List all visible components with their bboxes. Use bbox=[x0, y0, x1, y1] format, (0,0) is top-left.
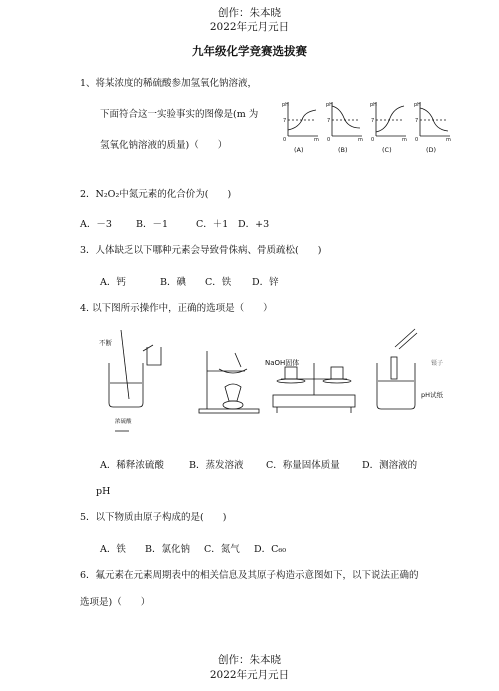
graph-d-xlabel: m bbox=[446, 137, 451, 143]
graph-a bbox=[288, 102, 318, 136]
graph-c bbox=[376, 102, 406, 136]
q6-line1: 6．氟元素在元素周期表中的相关信息及其原子构造示意图如下，以下说法正确的 bbox=[80, 570, 419, 581]
graph-d-ylabel: pH bbox=[414, 102, 421, 108]
footer-author: 创作：朱本晓 bbox=[218, 654, 281, 666]
q3-option-c: C．铁 bbox=[205, 277, 232, 288]
header-date: 2022年元月元日 bbox=[209, 21, 290, 33]
q5-option-d: D．C₆₀ bbox=[254, 544, 287, 555]
q1-line3: 氢氧化钠溶液的质量)（ ） bbox=[100, 140, 228, 151]
q5-option-c: C．氮气 bbox=[204, 544, 240, 555]
graph-b-tick7: 7 bbox=[327, 118, 331, 124]
fig-c-label: NaOH固体 bbox=[265, 359, 300, 367]
q1-graphs bbox=[280, 98, 460, 158]
fig-b-stand bbox=[199, 351, 259, 413]
q4-option-d-continued: pH bbox=[96, 486, 111, 497]
footer-date: 2022年元月元日 bbox=[209, 669, 290, 681]
q4-stem: 4. 以下图所示操作中，正确的选项是（ ） bbox=[80, 303, 273, 314]
graph-b bbox=[332, 102, 362, 136]
graph-a-xlabel: m bbox=[314, 137, 319, 143]
fig-d-paper-label: pH试纸 bbox=[421, 391, 444, 399]
q3-option-a: A．钙 bbox=[100, 277, 126, 288]
graph-c-tick7: 7 bbox=[371, 118, 375, 124]
graph-a-ylabel: pH bbox=[282, 102, 289, 108]
fig-c-balance bbox=[273, 363, 355, 413]
page-title: 九年级化学竞赛选拔赛 bbox=[192, 44, 307, 58]
q4-figures bbox=[95, 325, 475, 445]
graph-d-label: (D) bbox=[426, 146, 437, 154]
fig-a-bottom-label: 浓硫酸 bbox=[115, 419, 132, 425]
q2-stem: 2．N₂O₂中氮元素的化合价为( ) bbox=[80, 189, 232, 200]
q1-line1: 1、将某浓度的稀硫酸参加氢氧化钠溶液， bbox=[80, 78, 258, 89]
q4-option-c: C．称量固体质量 bbox=[266, 460, 340, 471]
q5-option-b: B．氯化钠 bbox=[145, 544, 190, 555]
graph-b-label: (B) bbox=[338, 146, 348, 154]
q3-stem: 3．人体缺乏以下哪种元素会导致骨侏病、骨质疏松( ) bbox=[80, 245, 322, 256]
fig-d-beaker bbox=[377, 329, 417, 409]
graph-d-tick7: 7 bbox=[415, 118, 419, 124]
graph-b-ylabel: pH bbox=[326, 102, 333, 108]
graph-a-label: (A) bbox=[294, 146, 304, 154]
graph-d bbox=[420, 102, 450, 136]
graph-b-xlabel: m bbox=[358, 137, 363, 143]
graph-b-origin: 0 bbox=[327, 137, 331, 143]
q3-option-d: D．锌 bbox=[252, 277, 279, 288]
q4-option-a: A．稀释浓硫酸 bbox=[100, 460, 164, 471]
fig-d-tweezer-label: 镊子 bbox=[431, 360, 444, 367]
q3-option-b: B．碘 bbox=[160, 277, 186, 288]
graph-c-origin: 0 bbox=[371, 137, 375, 143]
q2-option-c: C．＋1 bbox=[196, 219, 229, 230]
q5-option-a: A．铁 bbox=[100, 544, 126, 555]
q6-line2: 选项是)（ ） bbox=[80, 597, 151, 608]
fig-a-label: 不断 bbox=[99, 339, 112, 347]
q2-option-a: A．－3 bbox=[80, 219, 112, 230]
graph-c-label: (C) bbox=[382, 146, 392, 154]
q4-option-b: B．蒸发溶液 bbox=[189, 460, 244, 471]
graph-c-ylabel: pH bbox=[370, 102, 377, 108]
fig-a-beaker bbox=[109, 330, 161, 407]
q4-option-d: D．测溶液的 bbox=[362, 460, 418, 471]
graph-d-origin: 0 bbox=[415, 137, 419, 143]
q2-option-b: B．－1 bbox=[136, 219, 169, 230]
q2-option-d: D．+3 bbox=[238, 219, 270, 230]
graph-c-xlabel: m bbox=[402, 137, 407, 143]
graph-a-tick7: 7 bbox=[283, 118, 287, 124]
graph-a-origin: 0 bbox=[283, 137, 287, 143]
header-author: 创作：朱本晓 bbox=[218, 7, 281, 19]
q5-stem: 5．以下物质由原子构成的是( ) bbox=[80, 512, 227, 523]
q1-line2: 下面符合这一实验事实的图像是(m 为 bbox=[100, 109, 259, 120]
